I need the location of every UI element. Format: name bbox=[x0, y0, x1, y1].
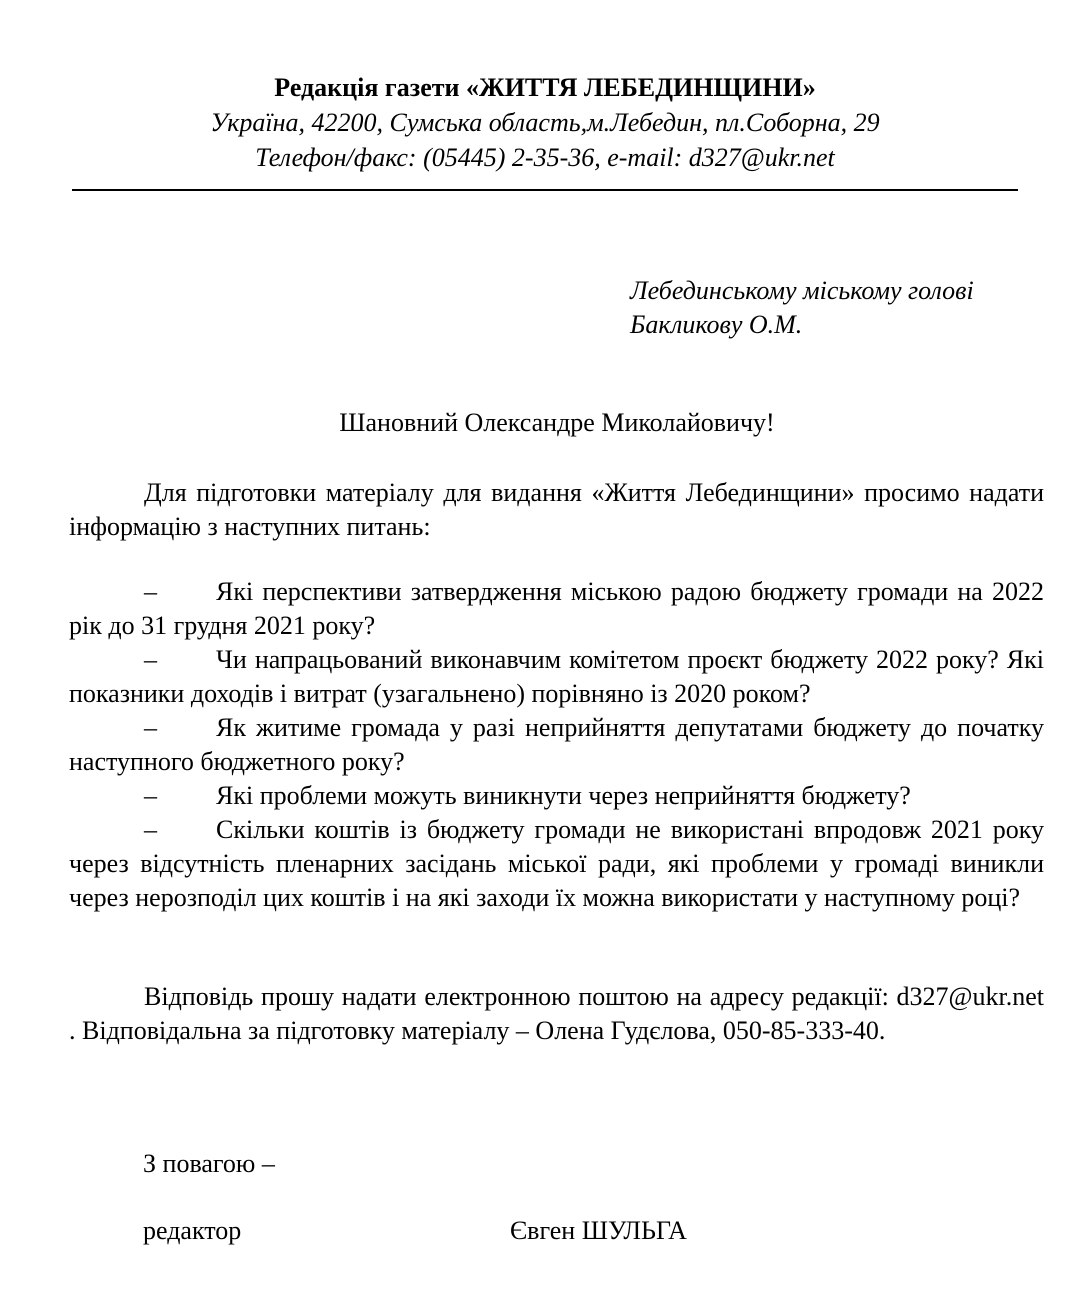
list-dash: – bbox=[144, 815, 157, 844]
closing-phrase: З повагою – bbox=[143, 1149, 275, 1178]
addressee-block bbox=[630, 274, 974, 342]
signature-name: Євген ШУЛЬГА bbox=[510, 1216, 687, 1245]
list-item bbox=[69, 813, 1044, 915]
letterhead-divider bbox=[72, 189, 1018, 191]
list-dash: – bbox=[144, 781, 157, 810]
intro-paragraph: Для підготовки матеріалу для видання «Життя Лебединщини» просимо надати інформацію з наступних питань: bbox=[69, 478, 1044, 541]
addressee-position: Лебединському міському голові bbox=[630, 276, 974, 305]
list-item bbox=[69, 643, 1044, 711]
list-item bbox=[69, 779, 1044, 813]
question-text: Які проблеми можуть виникнути через неприйняття бюджету? bbox=[216, 781, 911, 810]
letterhead-contacts: Телефон/факс: (05445) 2-35-36, e-mail: d327@ukr.net bbox=[255, 143, 835, 172]
questions-list bbox=[69, 575, 1044, 915]
signature-title: редактор bbox=[143, 1216, 242, 1245]
question-text: Чи напрацьований виконавчим комітетом проєкт бюджету 2022 року? Які показники доходів і витрат (узагальнено) порівняно із 2020 роком? bbox=[69, 645, 1044, 708]
addressee-name: Бакликову О.М. bbox=[630, 310, 803, 339]
letterhead-address: Україна, 42200, Сумська область,м.Лебедин, пл.Соборна, 29 bbox=[210, 108, 880, 137]
request-paragraph: Відповідь прошу надати електронною поштою на адресу редакції: d327@ukr.net . Відповідальна за підготовку матеріалу – Олена Гудєлова, 050-85-333-40. bbox=[69, 982, 1044, 1045]
salutation: Шановний Олександре Миколайовичу! bbox=[339, 408, 775, 437]
question-text: Які перспективи затвердження міською радою бюджету громади на 2022 рік до 31 грудня 2021 року? bbox=[69, 577, 1044, 640]
list-item bbox=[69, 575, 1044, 643]
letterhead bbox=[0, 70, 1080, 175]
letterhead-org: Редакція газети «ЖИТТЯ ЛЕБЕДИНЩИНИ» bbox=[274, 73, 816, 102]
list-dash: – bbox=[144, 713, 157, 742]
question-text: Як житиме громада у разі неприйняття депутатами бюджету до початку наступного бюджетного року? bbox=[69, 713, 1044, 776]
list-dash: – bbox=[144, 645, 157, 674]
list-dash: – bbox=[144, 577, 157, 606]
list-item bbox=[69, 711, 1044, 779]
question-text: Скільки коштів із бюджету громади не використані впродовж 2021 року через відсутність пленарних засідань міської ради, які проблеми у громаді виникли через нерозподіл цих коштів і на які заходи їх можна використати у наступному році? bbox=[69, 815, 1044, 912]
